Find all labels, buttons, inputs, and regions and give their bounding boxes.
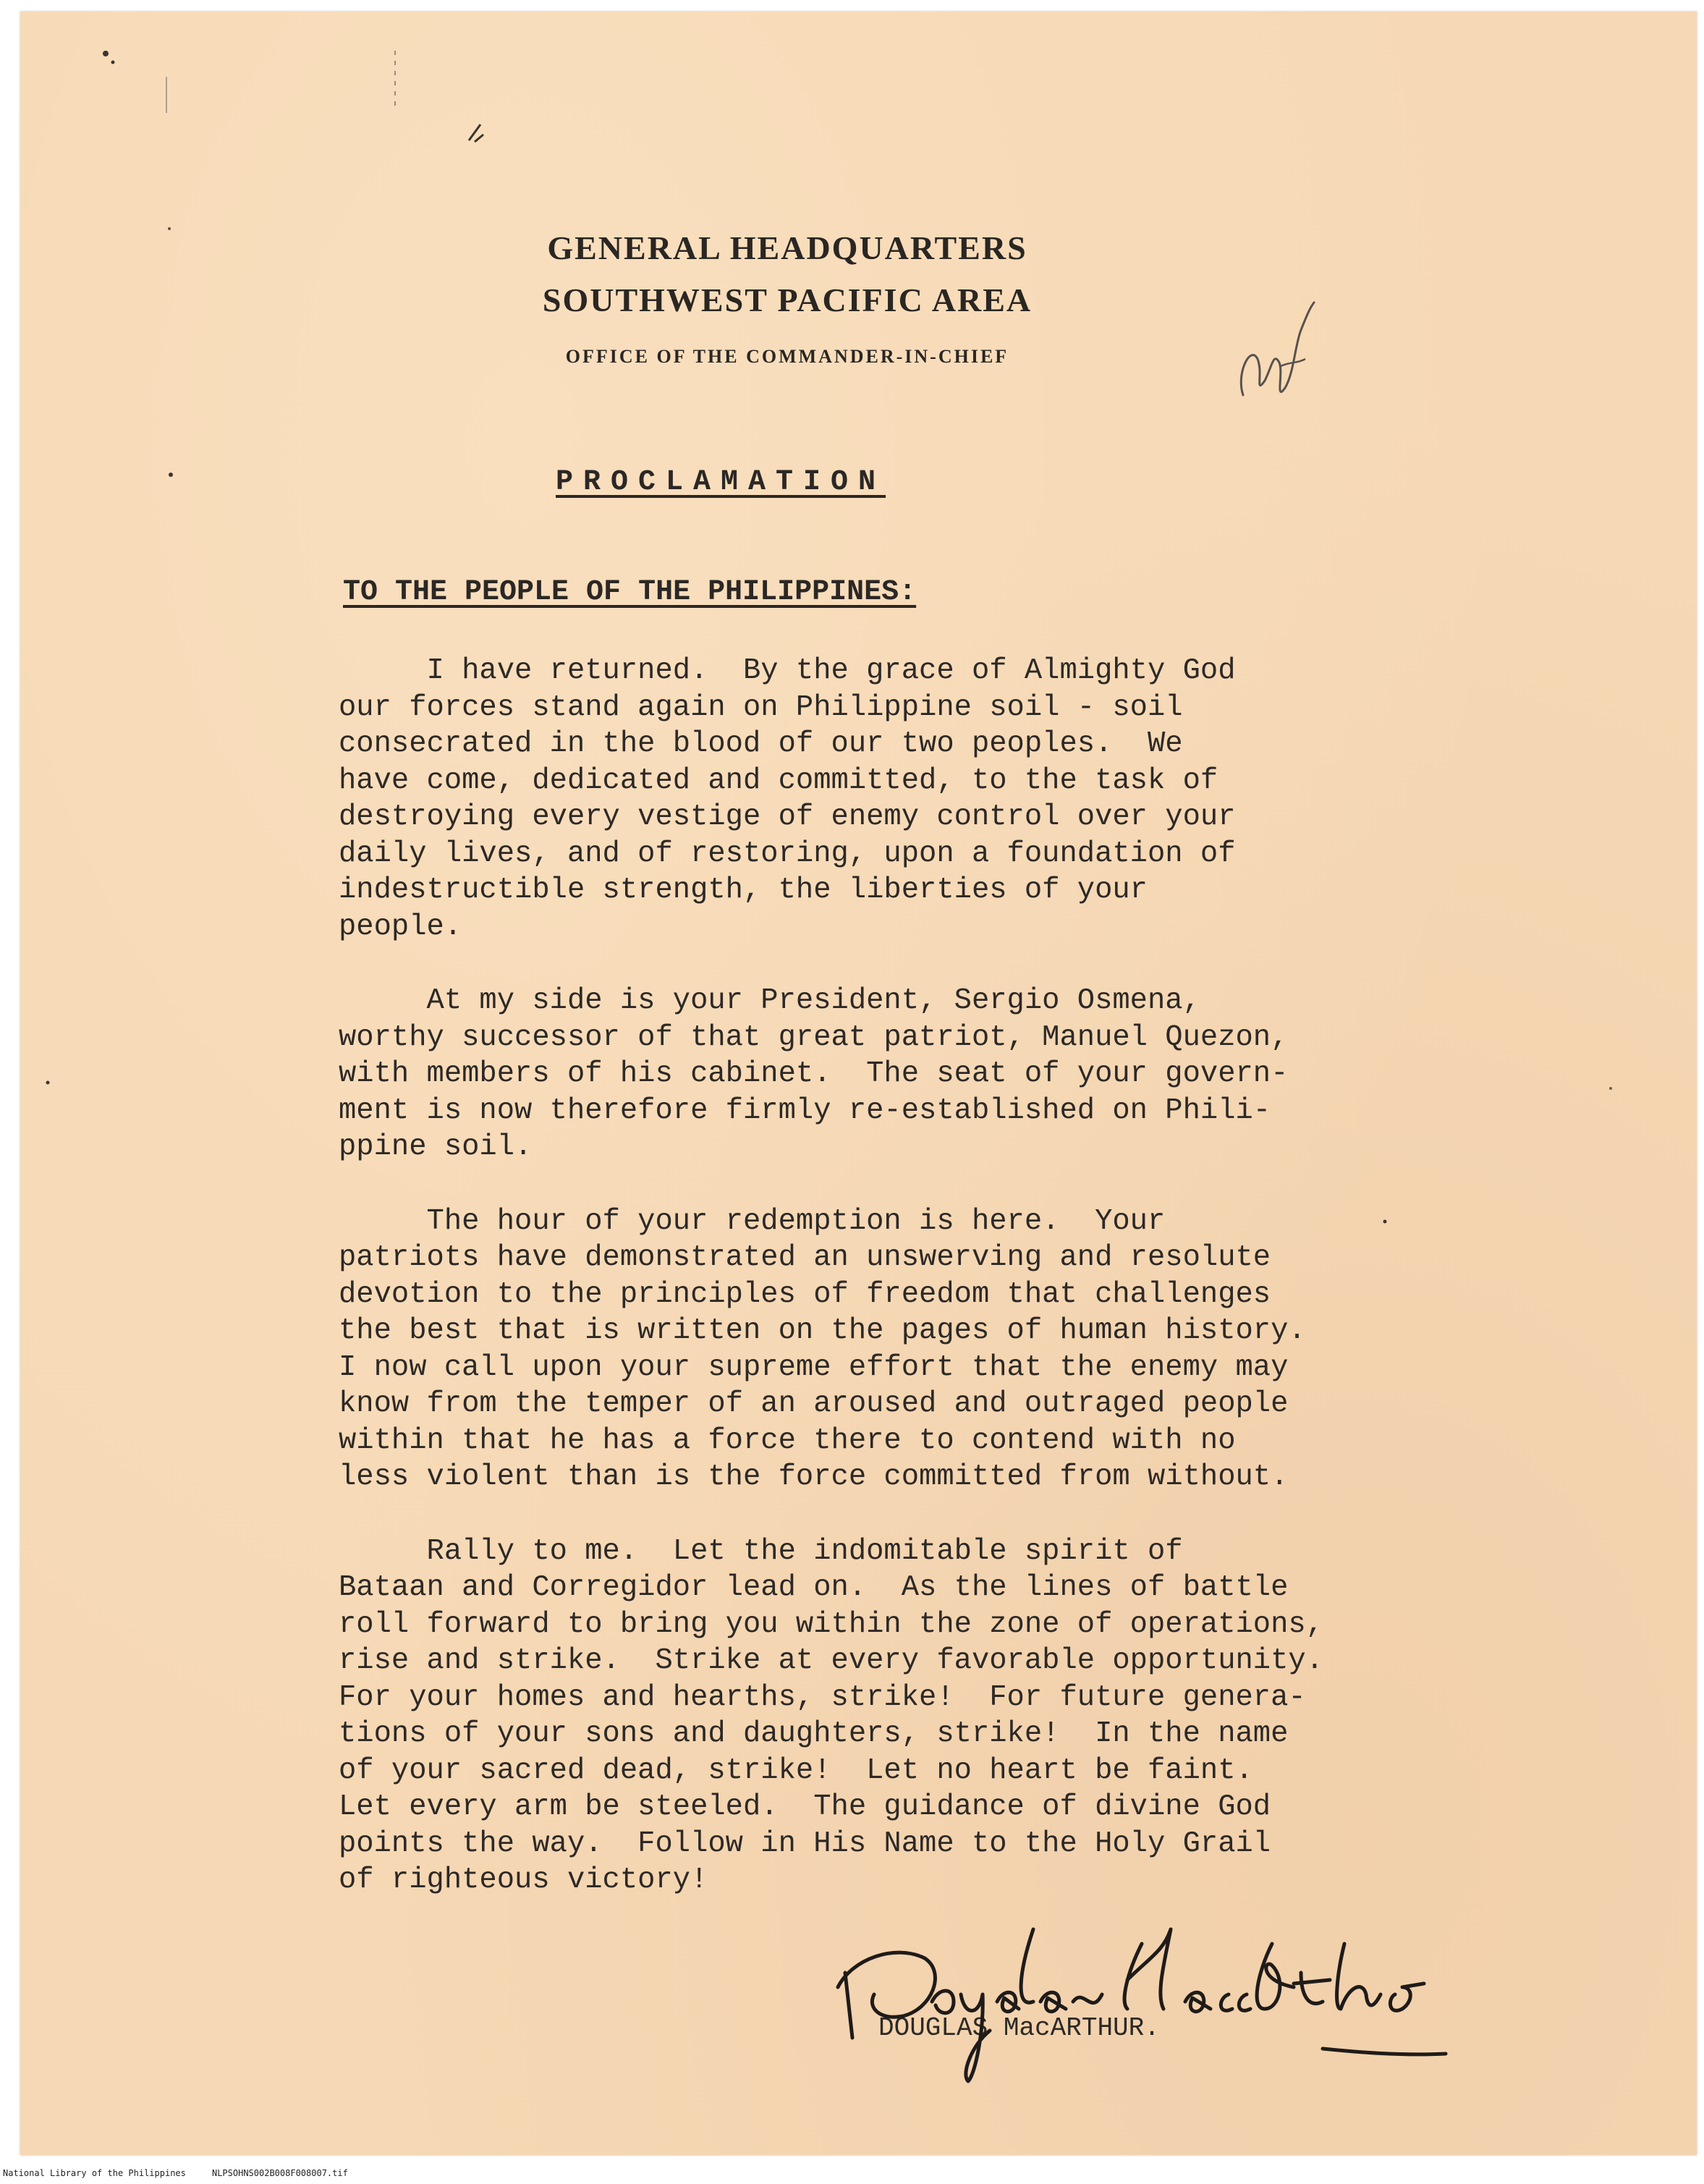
text-line: I have returned. By the grace of Almighty God bbox=[339, 654, 1236, 687]
letterhead-line-1: GENERAL HEADQUARTERS bbox=[547, 229, 1027, 266]
text-line: our forces stand again on Philippine soil - soil bbox=[339, 690, 1183, 724]
text-line: indestructible strength, the liberties of your bbox=[339, 873, 1148, 907]
text-line: less violent than is the force committed from without. bbox=[339, 1460, 1289, 1494]
text-line: consecrated in the blood of our two peoples. We bbox=[339, 727, 1183, 761]
typed-signature-name: DOUGLAS MacARTHUR. bbox=[878, 2013, 1160, 2043]
text-line: know from the temper of an aroused and outraged people bbox=[339, 1387, 1289, 1421]
text-line: have come, dedicated and committed, to the task of bbox=[339, 763, 1218, 797]
handwritten-initials bbox=[1229, 294, 1323, 410]
text-line: of righteous victory! bbox=[339, 1863, 708, 1897]
paragraph-4 bbox=[339, 1533, 1366, 1899]
text-line: At my side is your President, Sergio Osmena, bbox=[339, 984, 1200, 1017]
text-line: devotion to the principles of freedom that challenges bbox=[339, 1277, 1271, 1311]
text-line: The hour of your redemption is here. Your bbox=[339, 1204, 1166, 1238]
text-line: within that he has a force there to contend with no bbox=[339, 1423, 1236, 1457]
text-line: tions of your sons and daughters, strike! In the name bbox=[339, 1717, 1289, 1751]
text-line: people. bbox=[339, 910, 462, 944]
text-line: worthy successor of that great patriot, Manuel Quezon, bbox=[339, 1020, 1289, 1054]
document-page bbox=[20, 12, 1697, 2155]
text-line: Let every arm be steeled. The guidance of divine God bbox=[339, 1790, 1271, 1824]
text-line: I now call upon your supreme effort that the enemy may bbox=[339, 1350, 1289, 1384]
paragraph-3 bbox=[339, 1203, 1366, 1496]
archive-footer: National Library of the Philippines NLPSOHNS002B008F008007.tif bbox=[3, 2168, 348, 2178]
text-line: points the way. Follow in His Name to the Holy Grail bbox=[339, 1827, 1271, 1861]
text-line: daily lives, and of restoring, upon a foundation of bbox=[339, 837, 1236, 871]
salutation: TO THE PEOPLE OF THE PHILIPPINES: bbox=[343, 576, 917, 609]
proclamation-body bbox=[339, 653, 1366, 1937]
text-line: ppine soil. bbox=[339, 1130, 533, 1164]
text-line: destroying every vestige of enemy control over your bbox=[339, 800, 1236, 834]
text-line: of your sacred dead, strike! Let no heart be faint. bbox=[339, 1753, 1253, 1787]
text-line: Bataan and Corregidor lead on. As the lines of battle bbox=[339, 1571, 1289, 1604]
text-line: For your homes and hearths, strike! For future genera- bbox=[339, 1680, 1306, 1714]
letterhead-line-3: OFFICE OF THE COMMANDER-IN-CHIEF bbox=[565, 346, 1009, 367]
text-line: roll forward to bring you within the zone of operations, bbox=[339, 1607, 1324, 1641]
text-line: the best that is written on the pages of human history. bbox=[339, 1314, 1306, 1347]
text-line: rise and strike. Strike at every favorable opportunity. bbox=[339, 1644, 1324, 1677]
text-line: with members of his cabinet. The seat of your govern- bbox=[339, 1057, 1289, 1091]
handwritten-signature bbox=[823, 1900, 1475, 2088]
text-line: ment is now therefore firmly re-established on Phili- bbox=[339, 1093, 1271, 1127]
text-line: patriots have demonstrated an unswerving and resolute bbox=[339, 1241, 1271, 1274]
text-line: Rally to me. Let the indomitable spirit of bbox=[339, 1534, 1183, 1568]
paragraph-2 bbox=[339, 983, 1366, 1166]
letterhead-line-2: SOUTHWEST PACIFIC AREA bbox=[542, 282, 1033, 318]
paragraph-1 bbox=[339, 653, 1366, 945]
proclamation-title: PROCLAMATION bbox=[556, 466, 886, 499]
